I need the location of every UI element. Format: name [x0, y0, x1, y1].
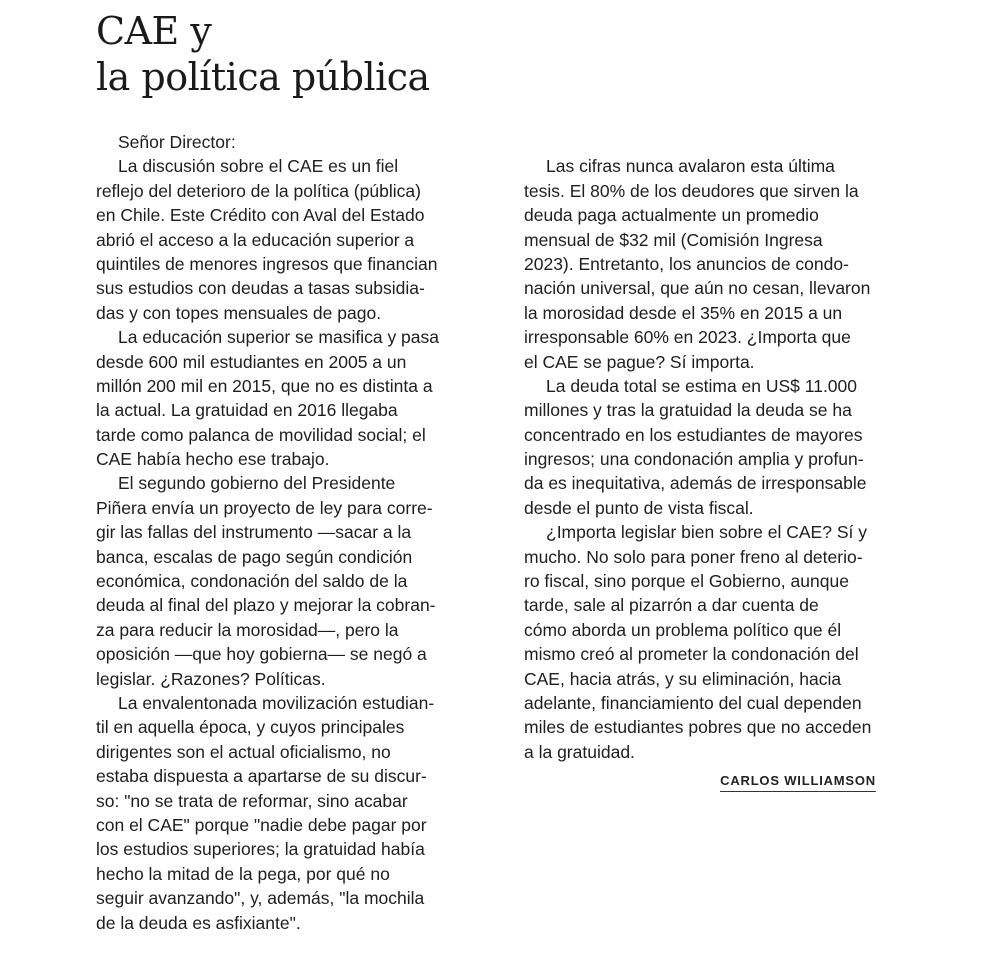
text-line: El segundo gobierno del Presidente — [118, 473, 396, 494]
text-line: desde el punto de vista fiscal. — [524, 497, 754, 518]
text-line: Piñera envía un proyecto de ley para corre- — [96, 497, 433, 518]
text-line: seguir avanzando", y, además, "la mochila — [96, 888, 425, 909]
text-line: económica, condonación del saldo de la — [96, 571, 408, 592]
text-line: so: "no se trata de reformar, sino acabar — [96, 790, 408, 811]
text-line: 2023). Entretanto, los anuncios de condo- — [524, 253, 849, 274]
text-line: sus estudios con deudas a tasas subsidia- — [96, 278, 425, 299]
text-line: mismo creó al prometer la condonación del — [524, 644, 859, 665]
text-line: CAE había hecho ese trabajo. — [96, 449, 330, 470]
text-line: ingresos; una condonación amplia y profun- — [524, 449, 864, 470]
text-line: Las cifras nunca avalaron esta última — [546, 156, 835, 177]
text-line: ro fiscal, sino porque el Gobierno, aunque — [524, 571, 849, 592]
author-signature: CARLOS WILLIAMSON — [720, 773, 876, 792]
text-line: das y con topes mensuales de pago. — [96, 302, 382, 323]
text-line: adelante, financiamiento del cual dependen — [524, 692, 862, 713]
letter-column-left — [96, 130, 448, 935]
text-line: La envalentonada movilización estudian- — [118, 692, 435, 713]
text-line: da es inequitativa, además de irresponsable — [524, 473, 867, 494]
text-line: CAE, hacia atrás, y su eliminación, hacia — [524, 668, 842, 689]
letter-column-right — [524, 130, 876, 764]
text-line: estaba dispuesta a apartarse de su discur- — [96, 766, 427, 787]
text-line: irresponsable 60% en 2023. ¿Importa que — [524, 327, 851, 348]
text-line: cómo aborda un problema político que él — [524, 619, 842, 640]
text-line: deuda paga actualmente un promedio — [524, 205, 819, 226]
text-line: mucho. No solo para poner freno al deterio- — [524, 546, 863, 567]
text-line: til en aquella época, y cuyos principales — [96, 717, 405, 738]
text-line: con el CAE" porque "nadie debe pagar por — [96, 814, 427, 835]
text-line: quintiles de menores ingresos que financian — [96, 253, 438, 274]
text-line: tarde, sale al pizarrón a dar cuenta de — [524, 595, 819, 616]
text-line: los estudios superiores; la gratuidad había — [96, 839, 425, 860]
text-line: millones y tras la gratuidad la deuda se ha — [524, 400, 852, 421]
headline — [96, 8, 430, 100]
text-line: abrió el acceso a la educación superior a — [96, 229, 415, 250]
text-line: gir las fallas del instrumento —sacar a la — [96, 522, 412, 543]
text-line: La discusión sobre el CAE es un fiel — [118, 156, 399, 177]
text-line: hecho la mitad de la pega, por qué no — [96, 863, 390, 884]
text-line: tarde como palanca de movilidad social; el — [96, 424, 426, 445]
text-line: ¿Importa legislar bien sobre el CAE? Sí y — [546, 522, 867, 543]
text-line: la actual. La gratuidad en 2016 llegaba — [96, 400, 398, 421]
text-line: deuda al final del plazo y mejorar la cobran- — [96, 595, 436, 616]
text-line: legislar. ¿Razones? Políticas. — [96, 668, 326, 689]
salutation: Señor Director: — [118, 132, 236, 152]
text-line: La educación superior se masifica y pasa — [118, 327, 440, 348]
text-line: desde 600 mil estudiantes en 2005 a un — [96, 351, 407, 372]
headline-line-2: la política pública — [96, 55, 430, 99]
text-line: reflejo del deterioro de la política (pública) — [96, 180, 421, 201]
text-line: la morosidad desde el 35% en 2015 a un — [524, 302, 843, 323]
text-line: dirigentes son el actual oficialismo, no — [96, 741, 391, 762]
text-line: el CAE se pague? Sí importa. — [524, 351, 755, 372]
column-top-spacer — [524, 130, 876, 154]
text-line: de la deuda es asfixiante". — [96, 912, 301, 933]
text-line: nación universal, que aún no cesan, llevaron — [524, 278, 871, 299]
text-line: miles de estudiantes pobres que no acceden — [524, 717, 872, 738]
text-line: La deuda total se estima en US$ 11.000 — [546, 375, 858, 396]
text-line: oposición —que hoy gobierna— se negó a — [96, 644, 427, 665]
text-line: millón 200 mil en 2015, que no es distinta a — [96, 375, 433, 396]
text-line: banca, escalas de pago según condición — [96, 546, 413, 567]
headline-line-1: CAE y — [96, 9, 212, 53]
signature-block — [524, 772, 876, 792]
text-line: tesis. El 80% de los deudores que sirven la — [524, 180, 859, 201]
text-line: za para reducir la morosidad—, pero la — [96, 619, 399, 640]
text-line: mensual de $32 mil (Comisión Ingresa — [524, 229, 823, 250]
text-line: a la gratuidad. — [524, 741, 635, 762]
text-line: en Chile. Este Crédito con Aval del Estado — [96, 205, 425, 226]
text-line: concentrado en los estudiantes de mayores — [524, 424, 863, 445]
